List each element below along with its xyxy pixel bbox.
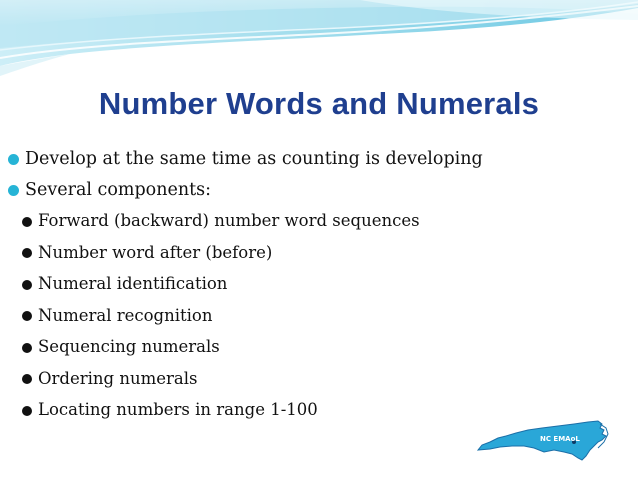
bullet-dot-icon <box>22 343 32 353</box>
sub-bullet-item <box>8 331 628 363</box>
sub-bullet-text: Forward (backward) number word sequences <box>38 211 420 231</box>
nc-map-logo <box>476 412 610 468</box>
sub-bullet-text: Sequencing numerals <box>38 337 220 357</box>
bullet-dot-icon <box>22 374 32 384</box>
bullet-dot-icon <box>8 154 19 165</box>
sub-bullet-item <box>8 300 628 332</box>
sub-bullet-text: Numeral identification <box>38 274 228 294</box>
slide-title: Number Words and Numerals <box>98 86 540 121</box>
bullet-dot-icon <box>22 280 32 290</box>
bullet-dot-icon <box>22 311 32 321</box>
logo-text: NC EMAoL <box>540 435 580 443</box>
bullet-text: Develop at the same time as counting is developing <box>25 148 483 169</box>
bullet-dot-icon <box>8 185 19 196</box>
bullet-item <box>8 174 628 205</box>
bullet-dot-icon <box>22 248 32 258</box>
sub-bullet-item <box>8 363 628 395</box>
bullet-dot-icon <box>22 217 32 227</box>
sub-bullet-text: Locating numbers in range 1-100 <box>38 400 318 420</box>
bullet-item <box>8 143 628 174</box>
sub-bullet-item <box>8 237 628 269</box>
bullet-dot-icon <box>22 406 32 416</box>
sub-bullet-item <box>8 268 628 300</box>
sub-bullet-text: Number word after (before) <box>38 242 273 262</box>
bullet-text: Several components: <box>25 179 212 200</box>
bullet-list <box>8 143 628 426</box>
sub-bullet-text: Ordering numerals <box>38 368 198 388</box>
sub-bullet-item <box>8 205 628 237</box>
header-wave-decoration <box>0 0 638 80</box>
sub-bullet-text: Numeral recognition <box>38 305 213 325</box>
